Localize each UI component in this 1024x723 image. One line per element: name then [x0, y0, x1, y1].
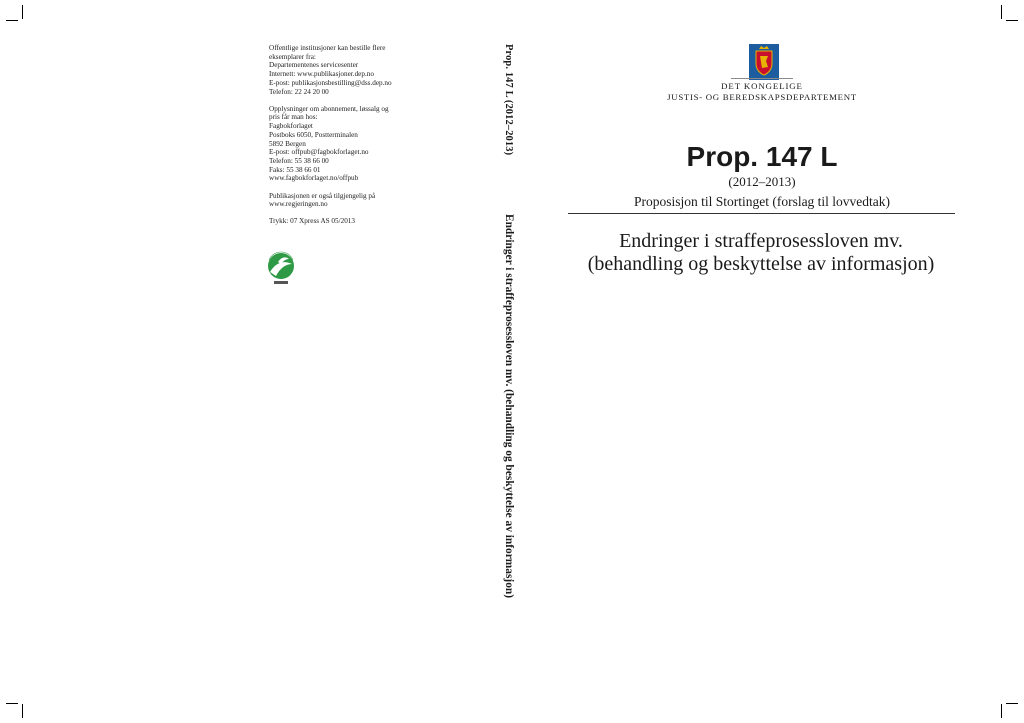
crop-mark: [1006, 703, 1018, 704]
crop-mark: [22, 704, 23, 718]
order-info-line: Offentlige institusjoner kan bestille flere: [269, 44, 386, 52]
document-title-line2: (behandling og beskyttelse av informasjon): [587, 253, 935, 275]
proposition-subtitle: Proposisjon til Stortinget (forslag til lovvedtak): [633, 194, 891, 209]
subscription-info-line: Telefon: 55 38 66 00: [269, 156, 329, 165]
order-info-line: Telefon: 22 24 20 00: [269, 87, 329, 96]
prop-number: Prop. 147 L: [686, 141, 838, 172]
coat-of-arms-icon: [749, 44, 779, 80]
title-divider: [568, 213, 955, 214]
swan-ecolabel-icon: [266, 250, 300, 288]
document-title-line1: Endringer i straffeprosessloven mv.: [619, 230, 903, 252]
crop-mark: [1006, 20, 1018, 21]
spine-title: Endringer i straffeprosessloven mv. (behandling og beskyttelse av informasjon): [503, 214, 515, 599]
availability-line: Publikasjonen er også tilgjengelig på: [269, 191, 376, 200]
subscription-info-line: 5892 Bergen: [269, 139, 306, 148]
department-name-line2: JUSTIS- OG BEREDSKAPSDEPARTEMENT: [667, 92, 857, 102]
department-name-line1: DET KONGELIGE: [721, 81, 803, 91]
availability-info: [269, 192, 419, 209]
subscription-info-line: Fagbokforlaget: [269, 122, 313, 131]
order-info: [269, 44, 419, 96]
crop-mark: [1001, 704, 1002, 718]
subscription-info-line: pris får man hos:: [269, 113, 318, 122]
crop-mark: [6, 20, 18, 21]
order-info-line: E-post: publikasjonsbestilling@dss.dep.no: [269, 78, 392, 87]
crop-mark: [6, 703, 18, 704]
session-years: (2012–2013): [728, 174, 796, 189]
order-info-line: eksemplarer fra:: [269, 52, 316, 61]
subscription-info-line: www.fagbokforlaget.no/offpub: [269, 174, 359, 183]
document-title: [565, 230, 957, 276]
subscription-info: [269, 105, 419, 183]
print-line: Trykk: 07 Xpress AS 05/2013: [269, 217, 355, 226]
back-cover-info: [269, 44, 419, 235]
subscription-info-line: E-post: offpub@fagbokforlaget.no: [269, 148, 369, 157]
spine-prop-number: Prop. 147 L (2012–2013): [503, 44, 514, 156]
subscription-info-line: Faks: 55 38 66 01: [269, 165, 321, 174]
crop-mark: [22, 5, 23, 19]
subscription-info-line: Opplysninger om abonnement, løssalg og: [269, 104, 389, 113]
subscription-info-line: Postboks 6050, Postterminalen: [269, 130, 358, 139]
crest-divider: [731, 78, 793, 79]
availability-line: www.regjeringen.no: [269, 200, 328, 209]
crop-mark: [1001, 5, 1002, 19]
order-info-line: Internett: www.publikasjoner.dep.no: [269, 70, 374, 79]
order-info-line: Departementenes servicesenter: [269, 61, 359, 70]
print-info: [269, 217, 419, 226]
